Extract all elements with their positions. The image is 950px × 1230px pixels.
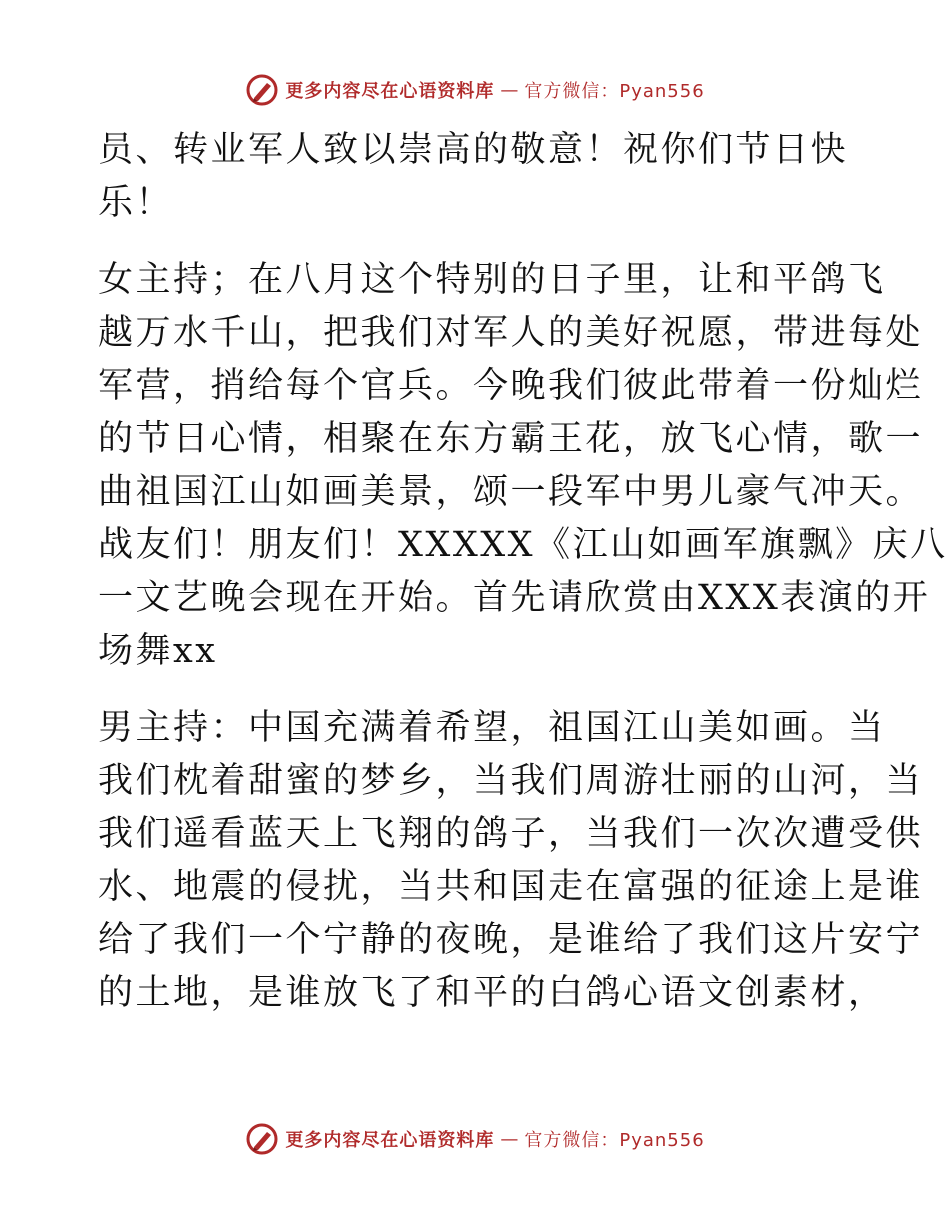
banner-wechat: 官方微信：Pyan556: [524, 81, 705, 102]
banner-separator: —: [500, 79, 519, 101]
text-line: 曲祖国江山如画美景，颂一段军中男儿豪气冲天。: [98, 472, 924, 512]
text-line: 战友们！朋友们！XXXXX《江山如画军旗飘》庆八: [98, 525, 948, 565]
pen-logo-icon: [245, 73, 279, 107]
text-line: 给了我们一个宁静的夜晚，是谁给了我们这片安宁: [98, 920, 924, 960]
text-line: 越万水千山，把我们对军人的美好祝愿，带进每处: [98, 313, 924, 353]
banner-separator: —: [500, 1128, 519, 1150]
footer-banner: [0, 1119, 950, 1159]
paragraph: [98, 702, 924, 1020]
paragraph: [98, 254, 948, 678]
text-line: 军营，捎给每个官兵。今晚我们彼此带着一份灿烂: [98, 366, 924, 406]
banner-title: 更多内容尽在心语资料库: [285, 1130, 495, 1151]
text-line: 的节日心情，相聚在东方霸王花，放飞心情，歌一: [98, 419, 924, 459]
text-line: 我们遥看蓝天上飞翔的鸽子，当我们一次次遭受供: [98, 814, 924, 854]
text-line: 水、地震的侵扰，当共和国走在富强的征途上是谁: [98, 867, 924, 907]
text-line: 一文艺晚会现在开始。首先请欣赏由XXX表演的开: [98, 578, 931, 618]
pen-logo-icon: [245, 1122, 279, 1156]
document-body: [98, 124, 948, 1044]
text-line: 员、转业军人致以崇高的敬意！祝你们节日快: [98, 130, 849, 170]
text-line: 的土地，是谁放飞了和平的白鸽心语文创素材，: [98, 973, 886, 1013]
text-line: 场舞xx: [98, 631, 218, 671]
text-line: 我们枕着甜蜜的梦乡，当我们周游壮丽的山河，当: [98, 761, 924, 801]
banner-title: 更多内容尽在心语资料库: [285, 81, 495, 102]
text-line: 乐！: [98, 183, 174, 223]
header-banner: [0, 70, 950, 110]
text-line: 女主持；在八月这个特别的日子里，让和平鸽飞: [98, 260, 886, 300]
paragraph: [98, 124, 858, 230]
banner-wechat: 官方微信：Pyan556: [524, 1130, 705, 1151]
text-line: 男主持：中国充满着希望，祖国江山美如画。当: [98, 708, 886, 748]
